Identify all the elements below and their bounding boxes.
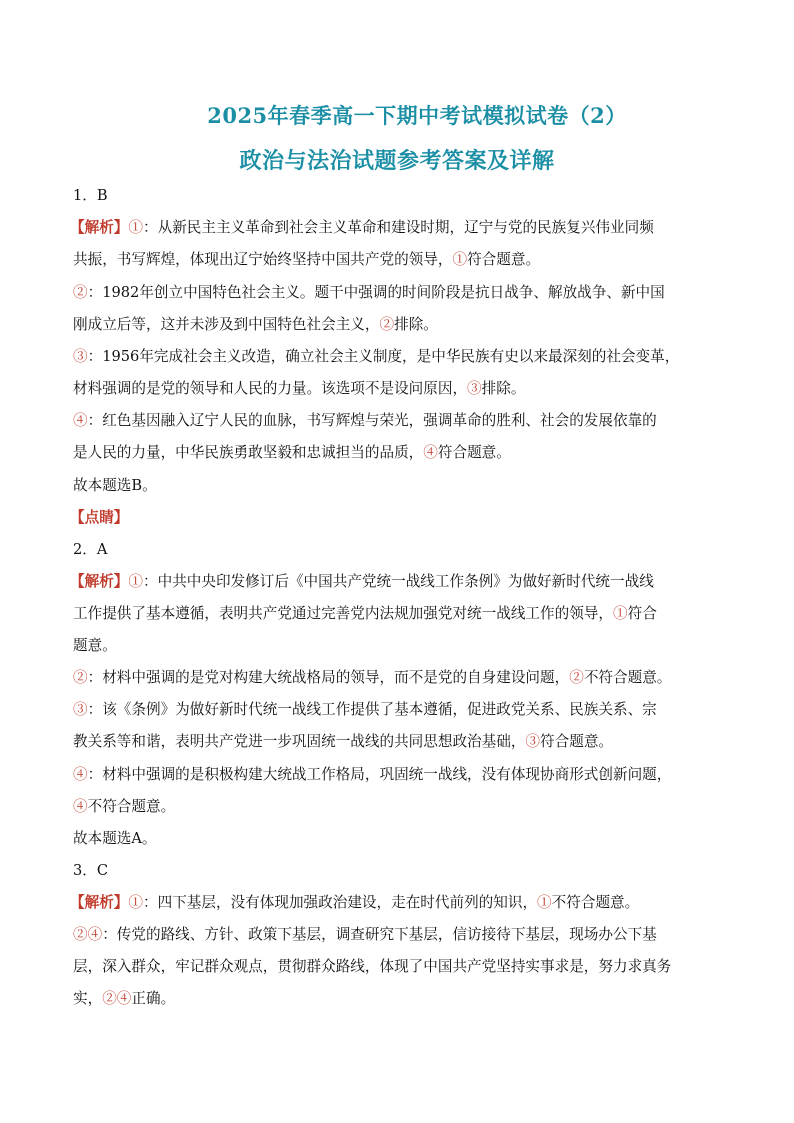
q2-conclusion: 故本题选A。: [73, 830, 157, 847]
q3-number-line: [73, 861, 733, 881]
q1-analysis-line2: 共振，书写辉煌，体现出辽宁始终坚持中国共产党的领导，①符合题意。: [73, 251, 541, 268]
q1-number: 1．: [73, 187, 97, 204]
q3-number: 3．: [73, 862, 97, 879]
q1-tip-tag: 【点睛】: [70, 509, 129, 526]
q3-analysis-line4: 实，②④正确。: [73, 990, 176, 1007]
q2-analysis-line4: ②：材料中强调的是党对构建大统战格局的领导，而不是党的自身建设问题，②不符合题意。: [73, 669, 672, 686]
q2-analysis-line2: 工作提供了基本遵循，表明共产党通过完善党内法规加强党对统一战线工作的领导，①符合: [73, 605, 657, 622]
q1-number-line: [73, 186, 733, 206]
q3-marker-1: ①: [128, 894, 143, 911]
q2-marker-2: ②: [73, 669, 88, 686]
q1-analysis-line6: 材料强调的是党的领导和人民的力量。该选项不是设问原因，③排除。: [73, 380, 526, 397]
q2-marker-1: ①: [128, 573, 143, 590]
q2-analysis-line5: ③：该《条例》为做好新时代统一战线工作提供了基本遵循，促进政党关系、民族关系、宗: [73, 701, 657, 718]
q2-analysis-tag: 【解析】: [70, 573, 129, 590]
q1-analysis-line7: ④：红色基因融入辽宁人民的血脉，书写辉煌与荣光，强调革命的胜利、社会的发展依靠的: [73, 412, 657, 429]
q2-analysis-line6: 教关系等和谐，表明共产党进一步巩固统一战线的共同思想政治基础，③符合题意。: [73, 733, 614, 750]
q1-marker-1: ①: [128, 219, 143, 236]
q1-analysis-line4: 刚成立后等，这并未涉及到中国特色社会主义，②排除。: [73, 316, 438, 333]
q2-analysis-line7: ④：材料中强调的是积极构建大统战工作格局，巩固统一战线，没有体现协商形式创新问题，: [73, 766, 672, 783]
q1-answer: B: [96, 187, 108, 204]
q1-analysis-line3: ②：1982年创立中国特色社会主义。题干中强调的时间阶段是抗日战争、解放战争、新中国: [73, 284, 665, 301]
q1-analysis-line5: ③：1956年完成社会主义改造，确立社会主义制度，是中华民族有史以来最深刻的社会变革，: [73, 348, 680, 365]
q3-analysis-tag: 【解析】: [70, 894, 129, 911]
q2-number-line: [73, 540, 733, 560]
q1-analysis-line8: 是人民的力量，中华民族勇敢坚毅和忠诚担当的品质，④符合题意。: [73, 444, 511, 461]
q1-marker-4: ④: [73, 412, 88, 429]
q1-analysis-tag: 【解析】: [70, 219, 129, 236]
q1-conclusion: 故本题选B。: [73, 477, 157, 494]
q3-answer: C: [96, 862, 109, 879]
page-subtitle: 政治与法治试题参考答案及详解: [239, 148, 555, 174]
q2-marker-4: ④: [73, 766, 88, 783]
q2-number: 2．: [73, 541, 97, 558]
q2-analysis-line1: 【解析】①：中共中央印发修订后《中国共产党统一战线工作条例》为做好新时代统一战线: [70, 573, 654, 590]
q3-marker-24: ②④: [73, 926, 103, 943]
q2-analysis-line3: 题意。: [73, 637, 117, 654]
q3-analysis-line3: 层，深入群众，牢记群众观点，贯彻群众路线，体现了中国共产党坚持实事求是，努力求真务: [73, 958, 672, 975]
q2-analysis-line8: ④不符合题意。: [73, 798, 176, 815]
q1-marker-2: ②: [73, 284, 88, 301]
q3-analysis-line2: ②④：传党的路线、方针、政策下基层，调查研究下基层，信访接待下基层，现场办公下基: [73, 926, 657, 943]
q3-analysis-line1: 【解析】①：四下基层，没有体现加强政治建设，走在时代前列的知识，①不符合题意。: [70, 894, 640, 911]
q1-marker-3: ③: [73, 348, 88, 365]
q2-answer: A: [96, 541, 108, 558]
page-title: 2025年春季高一下期中考试模拟试卷（2）: [207, 103, 627, 128]
q1-analysis-line1: 【解析】①：从新民主主义革命到社会主义革命和建设时期，辽宁与党的民族复兴伟业同频: [70, 219, 654, 236]
q2-marker-3: ③: [73, 701, 88, 718]
